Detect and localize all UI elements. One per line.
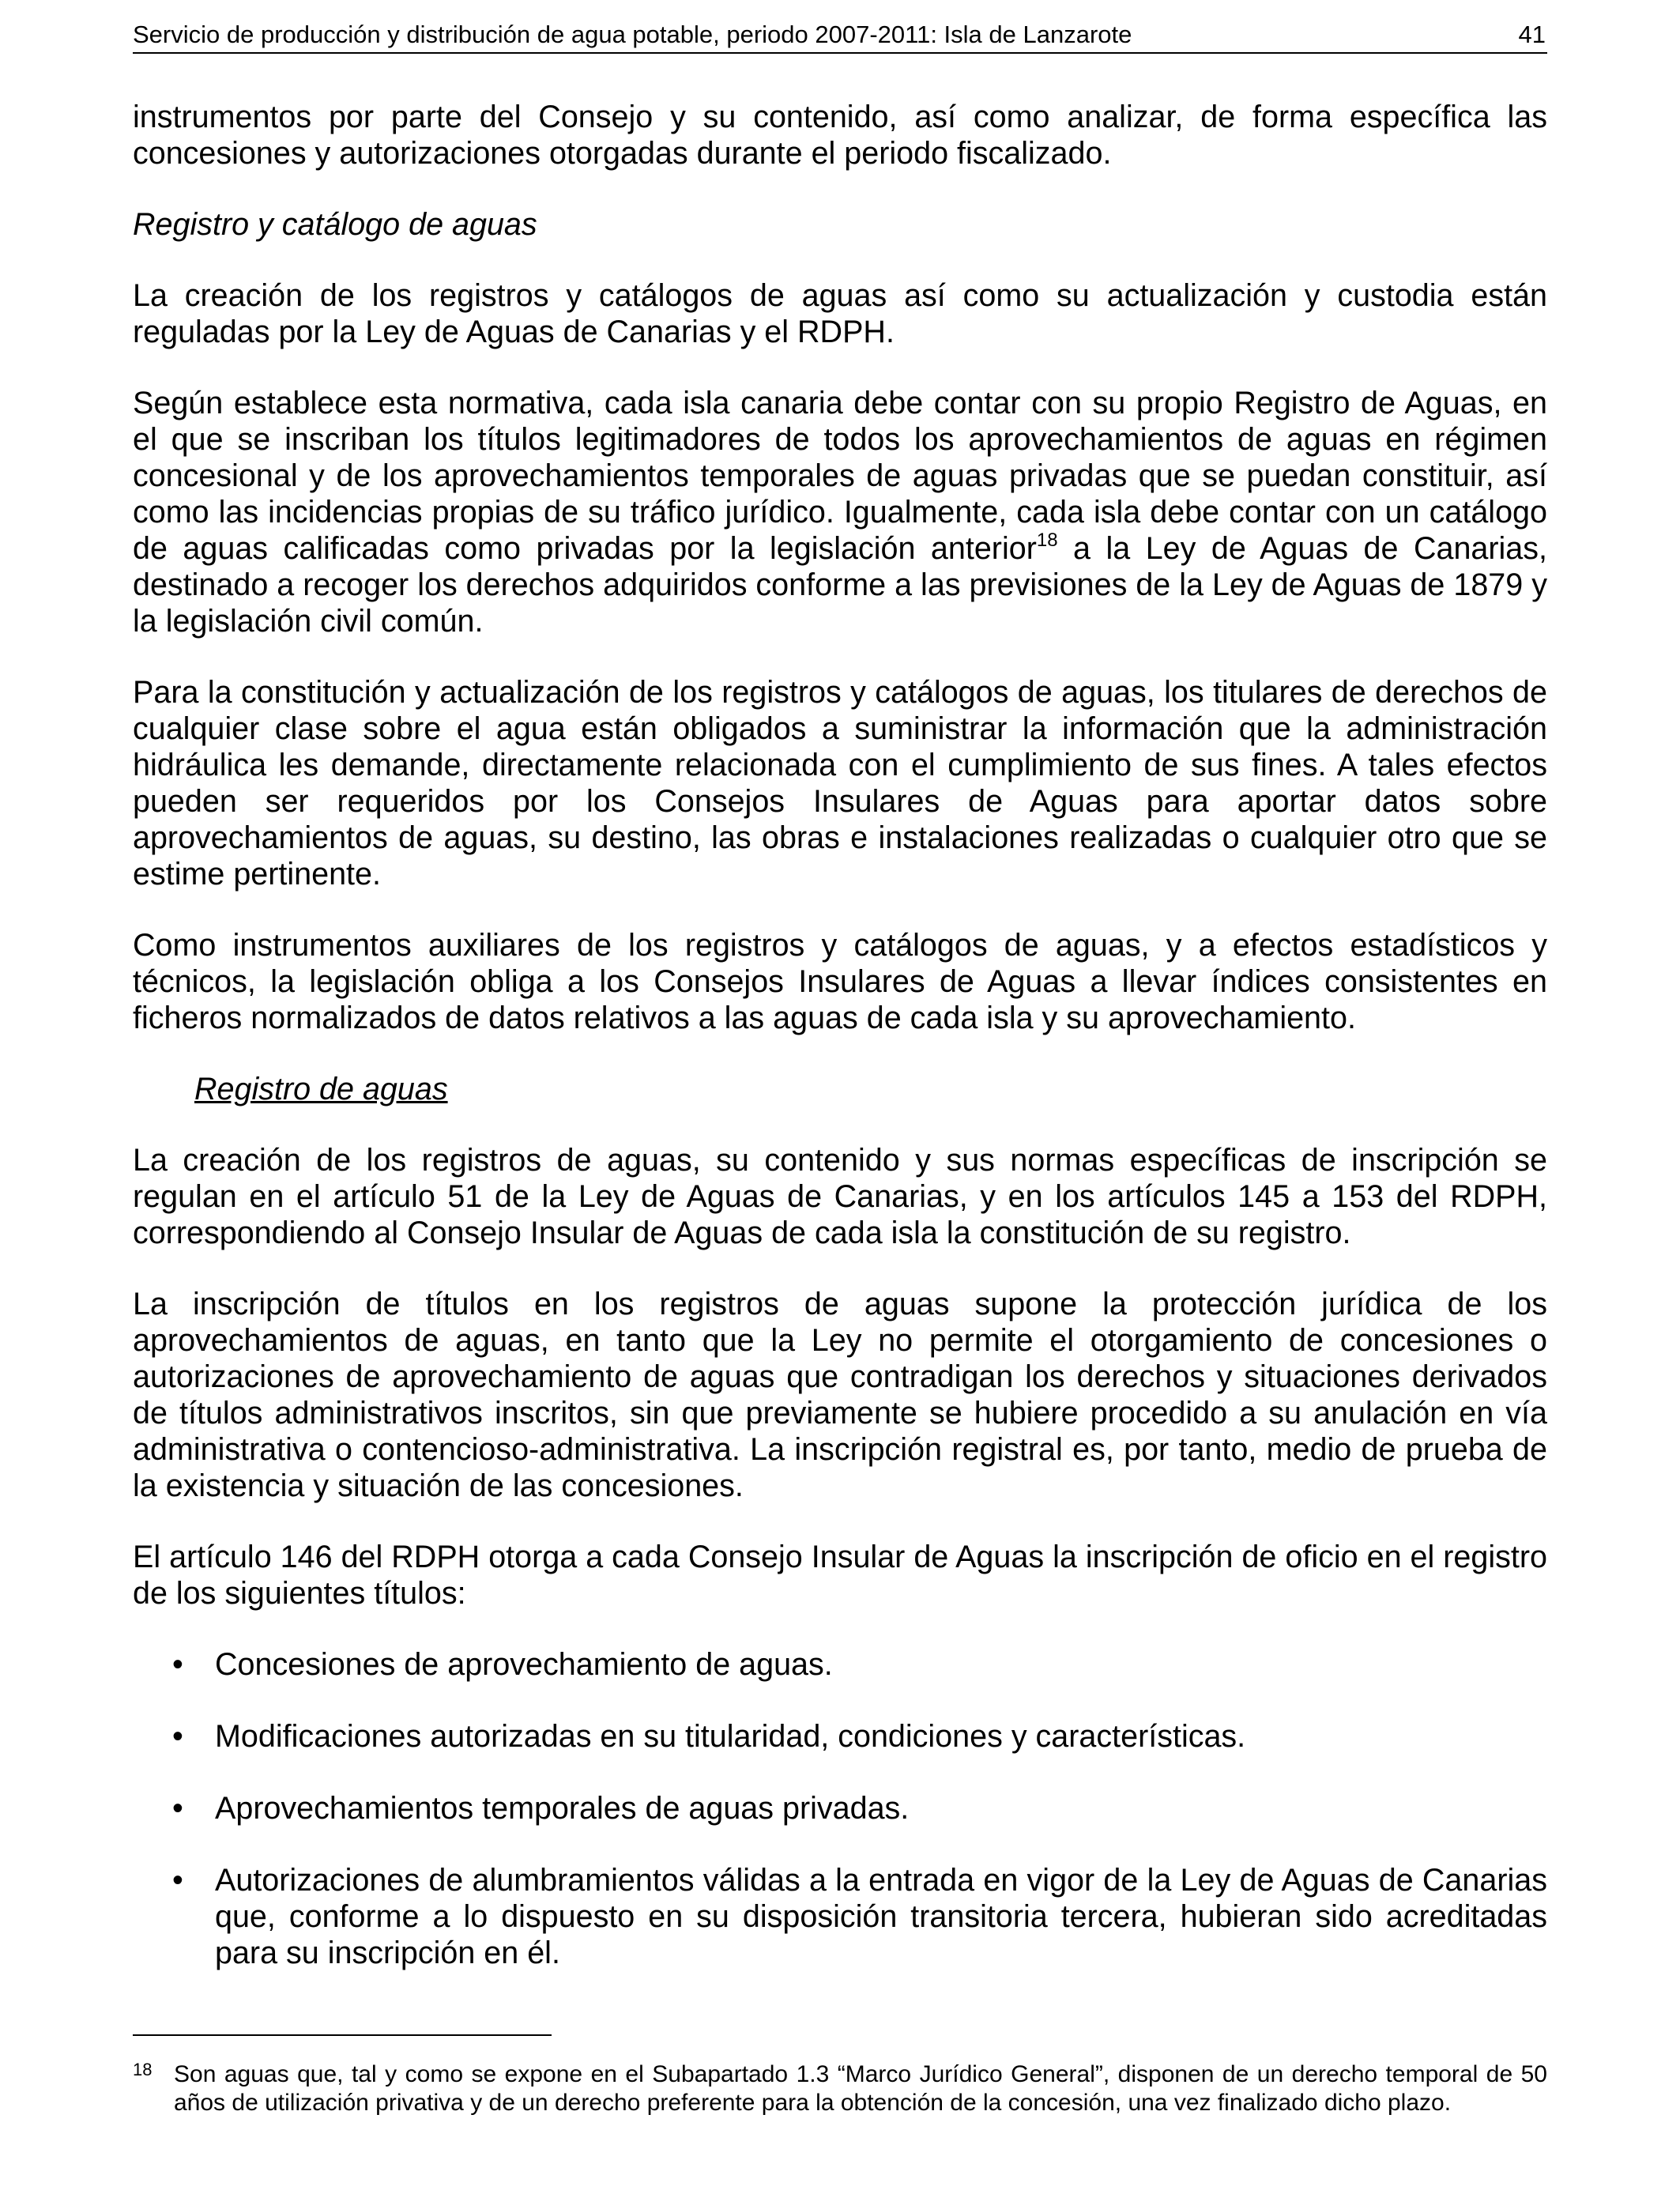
footnote-separator [133, 2034, 552, 2036]
paragraph-2-text-a: Según establece esta normativa, cada isla canaria debe contar con su propio Registro de Aguas, en el que se inscriban los títulos legitimadores de todos los aprovechamientos de aguas en régimen concesional y de los aprovechamientos temporales de aguas privadas que se puedan constituir, así como las incidencias propias de su tráfico jurídico. Igualmente, cada isla debe contar con un catálogo de aguas calificadas como privadas por la legislación anterior [133, 386, 1547, 566]
paragraph-5: La creación de los registros de aguas, su contenido y sus normas específicas de inscripción se regulan en el artículo 51 de la Ley de Aguas de Canarias, y en los artículos 145 a 153 del RDPH, correspondiendo al Consejo Insular de Aguas de cada isla la constitución de su registro. [133, 1143, 1547, 1250]
bullet-icon: • [172, 1647, 183, 1682]
titles-list [133, 1646, 1547, 1971]
list-item [133, 1718, 1547, 1755]
list-item [133, 1646, 1547, 1683]
paragraph-intro: instrumentos por parte del Consejo y su contenido, así como analizar, de forma específica las concesiones y autorizaciones otorgadas durante el periodo fiscalizado. [133, 100, 1547, 171]
header-title: Servicio de producción y distribución de agua potable, periodo 2007-2011: Isla de Lanzarote [133, 21, 1132, 48]
paragraph-6: La inscripción de títulos en los registros de aguas supone la protección jurídica de los aprovechamientos de aguas, en tanto que la Ley no permite el otorgamiento de concesiones o autorizaciones de aprovechamiento de aguas que contradigan los derechos y situaciones derivados de títulos administrativos inscritos, sin que previamente se hubiere procedido a su anulación en vía administrativa o contencioso-administrativa. La inscripción registral es, por tanto, medio de prueba de la existencia y situación de las concesiones. [133, 1287, 1547, 1503]
bullet-icon: • [172, 1791, 183, 1826]
list-item-text: Modificaciones autorizadas en su titularidad, condiciones y características. [215, 1719, 1246, 1754]
paragraph-2-text-b: a la Ley de Aguas de Canarias, destinado a recoger los derechos adquiridos conforme a las previsiones de la Ley de Aguas de 1879 y la legislación civil común. [133, 531, 1548, 639]
bullet-icon: • [172, 1719, 183, 1754]
subsection-heading-registro-aguas: Registro de aguas [194, 1072, 448, 1106]
footnote-text: Son aguas que, tal y como se expone en el Subapartado 1.3 “Marco Jurídico General”, disponen de un derecho temporal de 50 años de utilización privativa y de un derecho preferente para la obtención de la concesión, una vez finalizado dicho plazo. [174, 2061, 1547, 2116]
paragraph-1: La creación de los registros y catálogos de aguas así como su actualización y custodia están reguladas por la Ley de Aguas de Canarias y el RDPH. [133, 278, 1547, 349]
list-item-text: Autorizaciones de alumbramientos válidas a la entrada en vigor de la Ley de Aguas de Canarias que, conforme a lo dispuesto en su disposición transitoria tercera, hubieran sido acreditadas para su inscripción en él. [215, 1863, 1547, 1970]
body-text [133, 99, 1547, 2007]
section-heading-registro-catalogo: Registro y catálogo de aguas [133, 207, 537, 242]
paragraph-2 [133, 385, 1547, 639]
running-header [133, 17, 1547, 54]
paragraph-7: El artículo 146 del RDPH otorga a cada Consejo Insular de Aguas la inscripción de oficio en el registro de los siguientes títulos: [133, 1540, 1547, 1611]
list-item [133, 1790, 1547, 1826]
page-number: 41 [1518, 21, 1546, 48]
footnote-reference: 18 [1036, 530, 1058, 551]
list-item-text: Concesiones de aprovechamiento de aguas. [215, 1647, 833, 1682]
bullet-icon: • [172, 1863, 183, 1898]
footnote-mark: 18 [133, 2060, 153, 2079]
paragraph-3: Para la constitución y actualización de los registros y catálogos de aguas, los titulares de derechos de cualquier clase sobre el agua están obligados a suministrar la información que la administración hidráulica les demande, directamente relacionada con el cumplimiento de sus fines. A tales efectos pueden ser requeridos por los Consejos Insulares de Aguas para aportar datos sobre aprovechamientos de aguas, su destino, las obras e instalaciones realizadas o cualquier otro que se estime pertinente. [133, 675, 1547, 892]
footnote [133, 2060, 1547, 2117]
paragraph-4: Como instrumentos auxiliares de los registros y catálogos de aguas, y a efectos estadísticos y técnicos, la legislación obliga a los Consejos Insulares de Aguas a llevar índices consistentes en ficheros normalizados de datos relativos a las aguas de cada isla y su aprovechamiento. [133, 928, 1547, 1035]
list-item [133, 1862, 1547, 1971]
list-item-text: Aprovechamientos temporales de aguas privadas. [215, 1791, 910, 1826]
